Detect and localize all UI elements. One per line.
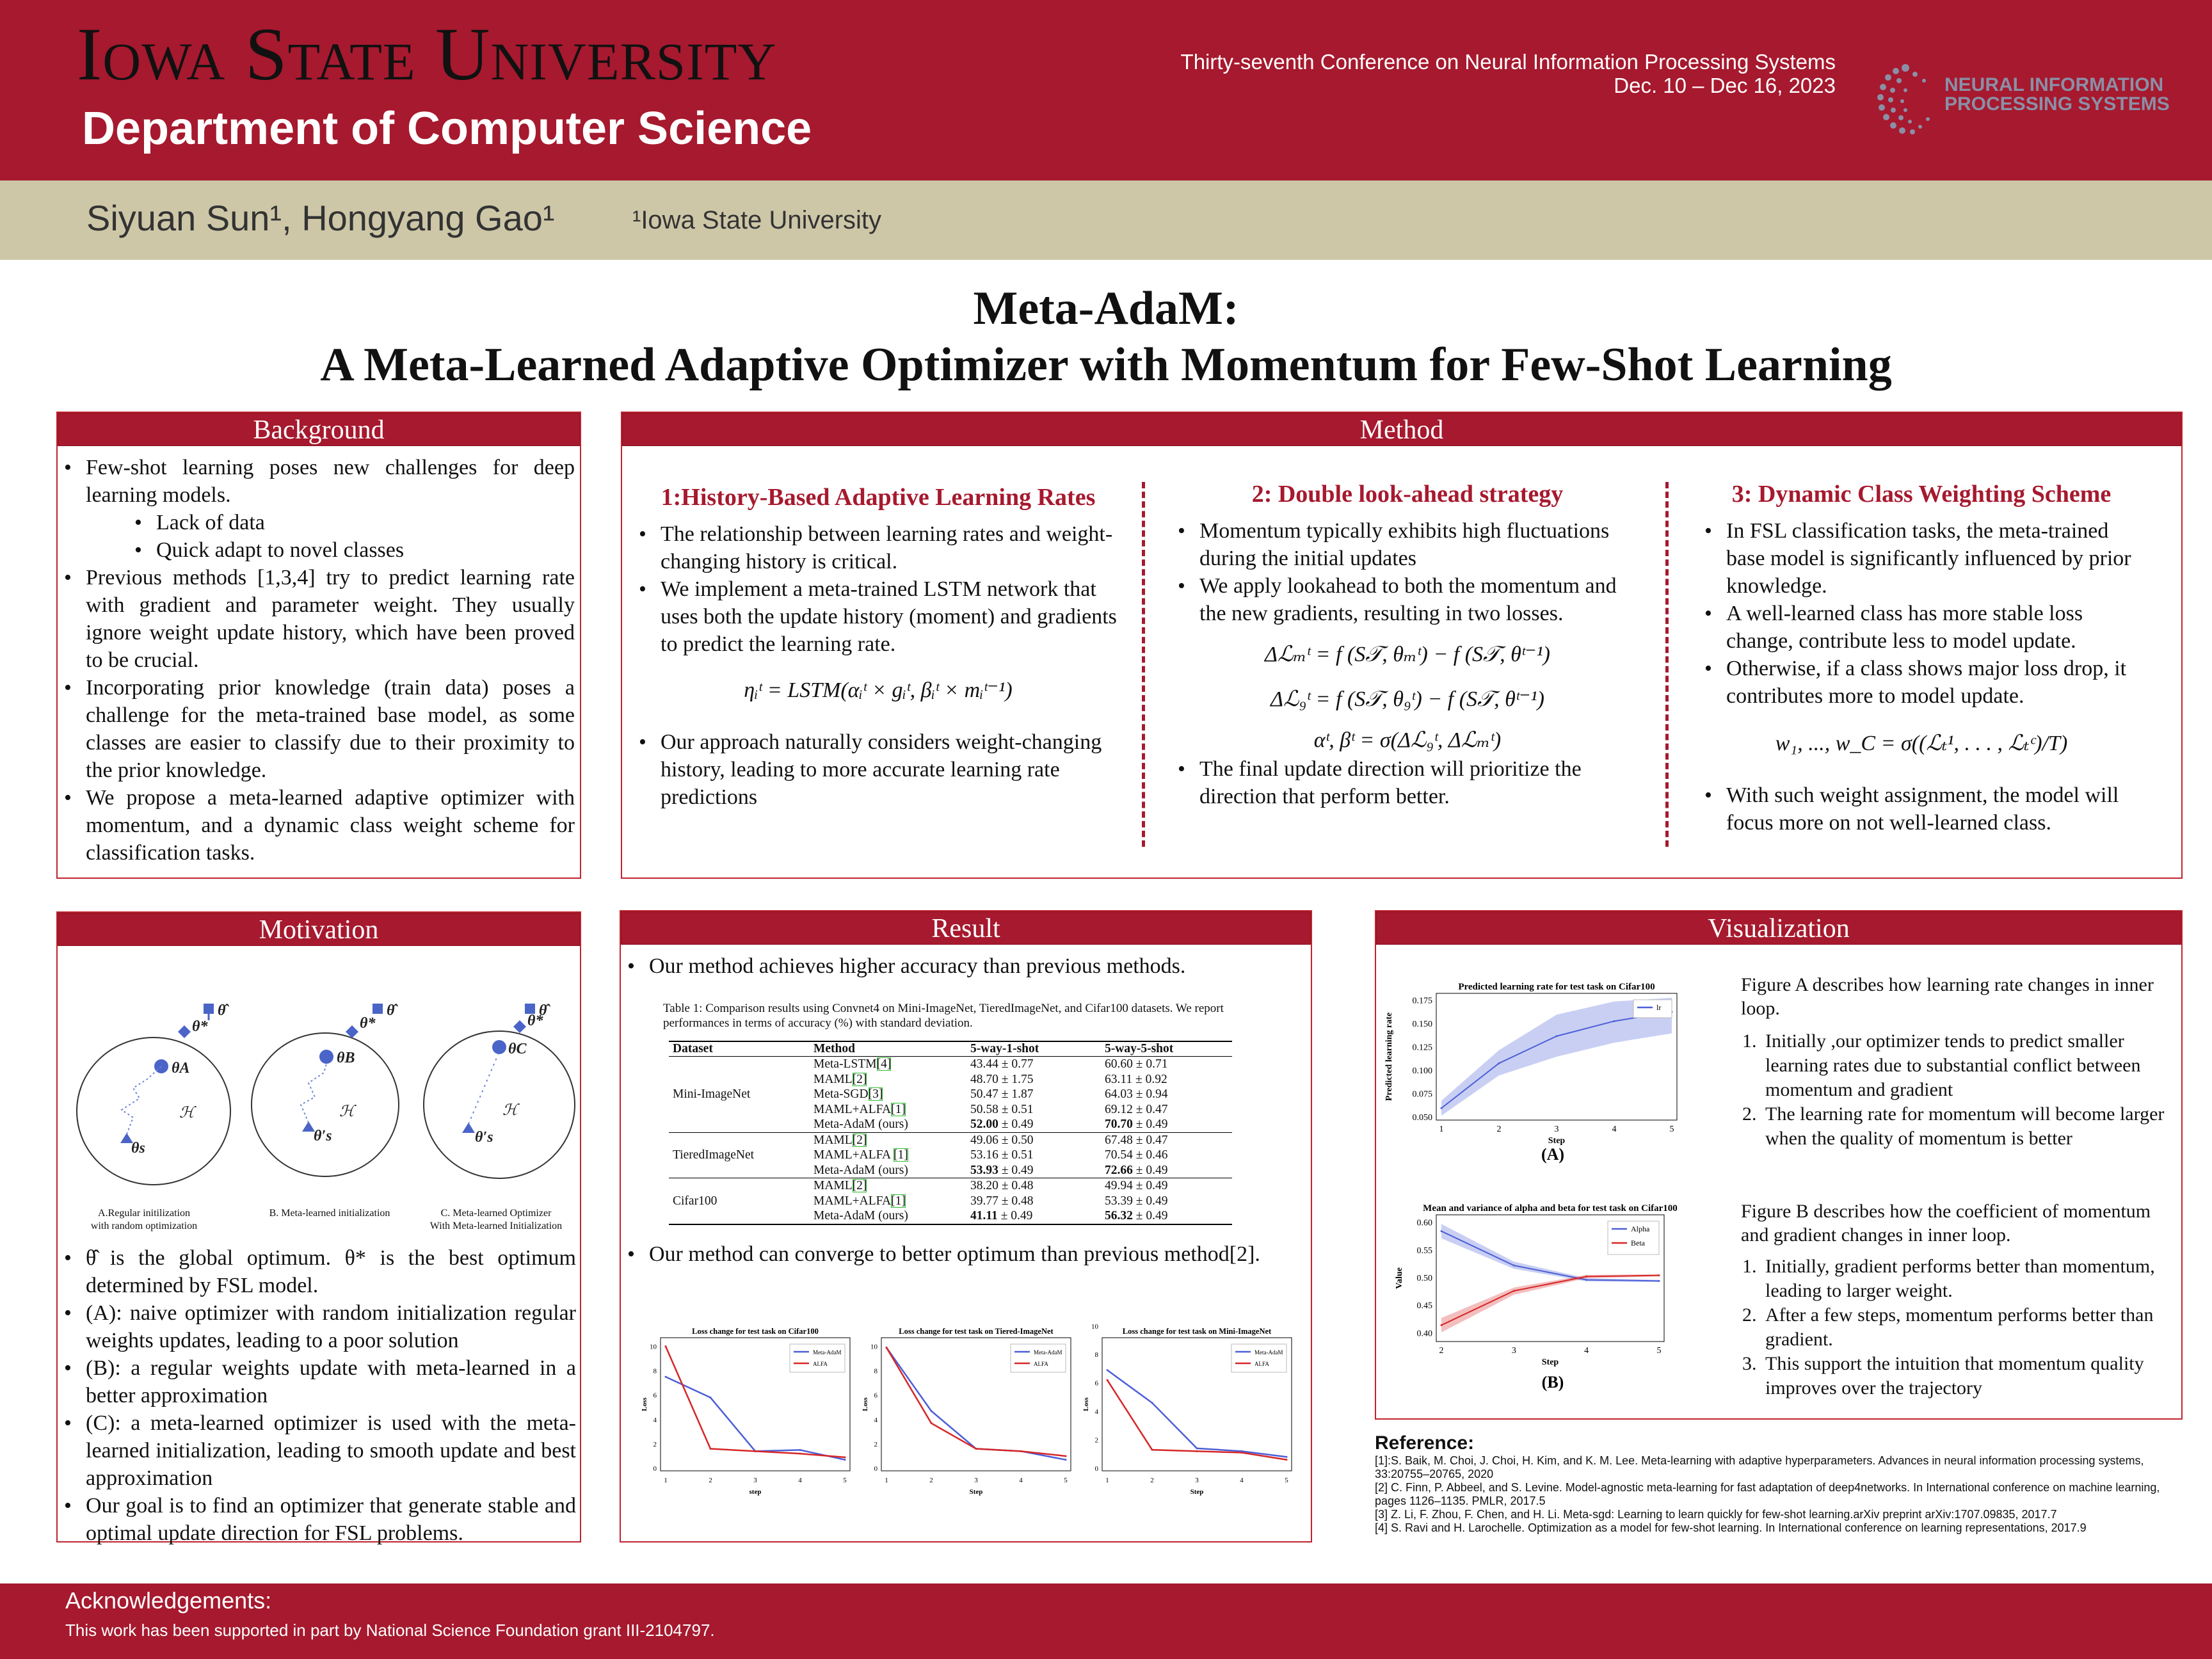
table-header: 5-way-5-shot xyxy=(1101,1041,1232,1057)
legend-label: Alpha xyxy=(1631,1224,1650,1233)
y-tick-label: 0.100 xyxy=(1412,1066,1432,1076)
motivation-panel xyxy=(56,911,581,1543)
data-point xyxy=(1498,1062,1500,1064)
y-tick-label: 0.150 xyxy=(1412,1019,1432,1029)
poster-title-line1: Meta-AdaM: xyxy=(973,282,1239,335)
neurips-logo-line1: NEURAL INFORMATION xyxy=(1944,74,2164,95)
table-cell-value: 56.32 ± 0.49 xyxy=(1105,1209,1168,1222)
x-tick-label: 4 xyxy=(1019,1477,1023,1484)
table-cell-dataset: Cifar100 xyxy=(673,1194,717,1208)
data-point xyxy=(1556,1035,1558,1037)
citation-link[interactable]: [2] xyxy=(852,1072,867,1086)
figB-item-text: Initially, gradient performs better than momentum, leading to larger weight. xyxy=(1765,1256,2155,1301)
x-tick-label: 1 xyxy=(885,1477,888,1484)
data-point xyxy=(1196,1447,1198,1449)
label-global-opt: θ̂ xyxy=(539,1002,547,1019)
data-point xyxy=(1196,1450,1198,1452)
label-global-opt: θ̂ xyxy=(218,1002,226,1019)
table-row xyxy=(669,1178,1232,1194)
data-point xyxy=(755,1450,757,1452)
data-point xyxy=(844,1459,846,1461)
data-point xyxy=(1658,1280,1660,1282)
author-names: Siyuan Sun¹, Hongyang Gao¹ xyxy=(86,198,555,238)
method-col3-item: • With such weight assignment, the model will focus more on not well-learned class. xyxy=(1701,781,2142,837)
data-point xyxy=(886,1347,888,1349)
x-axis-label: Step xyxy=(969,1488,983,1496)
y-tick-label: 0 xyxy=(653,1465,657,1473)
reference-item: [4] S. Ravi and H. Larochelle. Optimization as a model for few-shot learning. In International conference on learning representations, 2017.9 xyxy=(1375,1521,2087,1534)
motivation-diagram xyxy=(58,951,580,1220)
university-name: Iowa State University xyxy=(77,12,777,96)
x-tick-label: 4 xyxy=(1584,1346,1589,1356)
table-cell-method: MAML[2] xyxy=(813,1133,867,1147)
y-tick-label: 0.125 xyxy=(1412,1043,1432,1053)
data-point xyxy=(1065,1459,1067,1461)
x-tick-label: 5 xyxy=(1669,1125,1674,1134)
series-line xyxy=(666,1377,845,1460)
method-col3-title: 3: Dynamic Class Weighting Scheme xyxy=(1731,481,2112,508)
table-cell-value: 63.11 ± 0.92 xyxy=(1105,1072,1167,1086)
x-tick-label: 5 xyxy=(1064,1477,1068,1484)
viz-charts xyxy=(1380,949,1738,1409)
caption-c: C. Meta-learned Optimizer With Meta-learned Initialization xyxy=(429,1208,563,1231)
figure-label-a: (A) xyxy=(1541,1145,1565,1164)
table-cell-value: 60.60 ± 0.71 xyxy=(1105,1057,1168,1071)
y-tick-label: 0.55 xyxy=(1416,1246,1432,1256)
label-a-point: θA xyxy=(172,1060,190,1077)
table-cell-value: 64.03 ± 0.94 xyxy=(1105,1087,1168,1101)
table-cell-method: Meta-AdaM (ours) xyxy=(813,1118,908,1131)
data-point xyxy=(1107,1369,1109,1371)
data-point xyxy=(1286,1459,1288,1461)
neurips-logo-text xyxy=(1944,76,2170,114)
figB-item: 2. After a few steps, momentum performs better than gradient. xyxy=(1742,1304,2154,1350)
y-tick-label: 10 xyxy=(870,1343,878,1351)
table-cell-method: Meta-AdaM (ours) xyxy=(813,1209,908,1222)
legend-label: Meta-AdaM xyxy=(1254,1349,1283,1356)
table-cell-value: 53.16 ± 0.51 xyxy=(970,1148,1034,1162)
method-col1-item: • The relationship between learning rates and weight-changing history is critical. xyxy=(635,520,1121,575)
y-tick-label: 0.075 xyxy=(1412,1089,1432,1100)
legend-label: Meta-AdaM xyxy=(813,1349,842,1356)
data-point xyxy=(710,1448,712,1450)
visualization-panel xyxy=(1375,910,2183,1420)
chart-title: Predicted learning rate for test task on Cifar100 xyxy=(1458,982,1655,992)
table-cell-value: 70.70 ± 0.49 xyxy=(1105,1118,1168,1131)
method-col3-item: • In FSL classification tasks, the meta-trained base model is significantly influenced by prior knowledge. xyxy=(1701,517,2142,600)
y-axis-label: Loss xyxy=(641,1397,648,1411)
reference-item: [2] C. Finn, P. Abbeel, and S. Levine. Model-agnostic meta-learning for fast adaptation of deep4networks. In International conference on machine learning, pages 1126–1135. PMLR, 2017.5 xyxy=(1375,1481,2160,1507)
legend-box xyxy=(790,1344,845,1372)
x-axis-label: Step xyxy=(1541,1358,1559,1367)
ack-text: This work has been supported in part by National Science Foundation grant III-2104797. xyxy=(65,1621,715,1640)
x-tick-label: 3 xyxy=(753,1477,757,1484)
global-optimum-icon xyxy=(373,1004,383,1014)
best-optimum-icon xyxy=(513,1020,526,1033)
table-cell-value: 49.94 ± 0.49 xyxy=(1105,1179,1168,1192)
citation-link[interactable]: [1] xyxy=(891,1102,906,1116)
table-cell-value: 72.66 ± 0.49 xyxy=(1105,1163,1168,1177)
y-axis-label: Predicted learning rate xyxy=(1384,1012,1394,1102)
table-cell-value: 70.54 ± 0.46 xyxy=(1105,1148,1168,1162)
x-tick-label: 4 xyxy=(1612,1125,1617,1134)
x-tick-label: 5 xyxy=(843,1477,847,1484)
x-tick-label: 2 xyxy=(709,1477,712,1484)
table-cell-value: 52.00 ± 0.49 xyxy=(970,1118,1034,1131)
legend-label: Meta-AdaM xyxy=(1034,1349,1062,1356)
x-tick-label: 3 xyxy=(1195,1477,1199,1484)
y-tick-label: 0 xyxy=(874,1465,878,1473)
caption-a: A.Regular initilization with random optimization xyxy=(90,1208,198,1231)
table-cell-value: 53.39 ± 0.49 xyxy=(1105,1194,1168,1208)
background-item: • Few-shot learning poses new challenges for deep learning models. xyxy=(60,454,575,509)
motivation-item: • (C): a meta-learned optimizer is used with the meta-learned initialization, leading to smooth update and best approximation xyxy=(60,1409,576,1492)
label-start-c: θ′s xyxy=(475,1129,493,1146)
y-tick-label: 4 xyxy=(653,1416,657,1424)
motivation-heading: Motivation xyxy=(58,913,580,946)
label-b-point: θB xyxy=(337,1050,355,1066)
visualization-heading: Visualization xyxy=(1376,911,2181,945)
legend-label: ALFA xyxy=(1034,1361,1048,1367)
label-c-point: θC xyxy=(508,1041,527,1057)
y-axis-label: Loss xyxy=(862,1397,869,1411)
table-cell-value: 67.48 ± 0.47 xyxy=(1105,1133,1168,1147)
label-best-opt: θ* xyxy=(527,1013,543,1029)
x-tick-label: 4 xyxy=(798,1477,802,1484)
table-header: Dataset xyxy=(669,1041,810,1057)
reference-section xyxy=(1375,1432,2181,1535)
data-point xyxy=(1585,1276,1587,1278)
method-col1-equation: ηᵢᵗ = LSTM(αᵢᵗ × gᵢᵗ, βᵢᵗ × mᵢᵗ⁻¹) xyxy=(744,678,1013,702)
table-row xyxy=(669,1057,1232,1072)
x-tick-label: 3 xyxy=(1511,1346,1516,1356)
acknowledgements-band xyxy=(0,1583,2212,1659)
background-panel xyxy=(56,412,581,879)
x-tick-label: 4 xyxy=(1240,1477,1244,1484)
results-table xyxy=(669,1041,1232,1225)
table-cell-dataset: Mini-ImageNet xyxy=(673,1087,751,1101)
data-point xyxy=(975,1448,977,1450)
motivation-item: • (B): a regular weights update with meta-learned in a better approximation xyxy=(60,1354,576,1409)
legend-label: Beta xyxy=(1631,1238,1645,1247)
y-tick-label: 8 xyxy=(1094,1351,1098,1359)
table-cell-value: 48.70 ± 1.75 xyxy=(970,1072,1034,1086)
background-subitem: • Lack of data xyxy=(131,509,575,536)
x-axis-label: Step xyxy=(1190,1488,1204,1496)
y-axis-label: Value xyxy=(1395,1267,1404,1289)
method-col2-eq1: Δℒₘᵗ = f (S𝒯, θₘᵗ) − f (S𝒯, θᵗ⁻¹) xyxy=(1265,643,1550,666)
table-cell-method: Meta-SGD[3] xyxy=(813,1087,883,1101)
data-point xyxy=(1658,1274,1660,1276)
method-col2-item: • Momentum typically exhibits high fluctuations during the initial updates xyxy=(1174,517,1641,572)
figB-item: 1. Initially, gradient performs better than momentum, leading to larger weight. xyxy=(1742,1256,2155,1301)
table-cell-value: 50.58 ± 0.51 xyxy=(970,1102,1034,1116)
reference-item: [1]:S. Baik, M. Choi, J. Choi, H. Kim, and K. M. Lee. Meta-learning with adaptive hyperparameters. Advances in neural information processing systems, 33:20755–20765, 2020 xyxy=(1375,1454,2144,1480)
table-caption: Table 1: Comparison results using Convnet4 on Mini-ImageNet, TieredImageNet, and Cifar100 datasets. We report performances in terms of accuracy (%) with standard deviation. xyxy=(663,1002,1224,1030)
legend-box xyxy=(1011,1344,1066,1372)
method-col2-eq2: Δℒ₉ᵗ = f (S𝒯, θ₉ᵗ) − f (S𝒯, θᵗ⁻¹) xyxy=(1270,687,1544,711)
background-subitem: • Quick adapt to novel classes xyxy=(131,536,575,564)
data-point xyxy=(1441,1324,1443,1326)
label-space-b: ℋ xyxy=(339,1103,355,1120)
citation-link[interactable]: [3] xyxy=(868,1087,883,1101)
y-tick-label: 6 xyxy=(1094,1379,1098,1388)
data-point xyxy=(799,1453,801,1455)
table-cell-value: 41.11 ± 0.49 xyxy=(970,1209,1033,1222)
data-point xyxy=(710,1397,712,1399)
reference-item: [3] Z. Li, F. Zhou, F. Chen, and H. Li. Meta-sgd: Learning to learn quickly for few-shot learning.arXiv preprint arXiv:1707.09835, 2017.7 xyxy=(1375,1508,2057,1521)
table-cell-method: MAML+ALFA [1] xyxy=(813,1148,908,1162)
label-space-c: ℋ xyxy=(502,1102,518,1119)
x-tick-label: 2 xyxy=(1150,1477,1154,1484)
citation-link[interactable]: [4] xyxy=(876,1057,892,1071)
label-global-opt: θ̂ xyxy=(387,1002,395,1019)
data-point xyxy=(1151,1402,1153,1404)
y-tick-label: 6 xyxy=(874,1391,878,1400)
data-point xyxy=(1065,1455,1067,1457)
y-tick-label: 10 xyxy=(1091,1322,1098,1331)
table-header: 5-way-1-shot xyxy=(966,1041,1101,1057)
y-axis-label: Loss xyxy=(1082,1397,1090,1411)
chart-title: Loss change for test task on Cifar100 xyxy=(692,1327,819,1336)
figB-item: 3. This support the intuition that momentum quality improves over the trajectory xyxy=(1742,1353,2144,1399)
chart-title: Mean and variance of alpha and beta for test task on Cifar100 xyxy=(1423,1203,1678,1214)
result-panel xyxy=(620,910,1312,1543)
method-heading: Method xyxy=(622,413,2181,446)
method-divider xyxy=(1142,482,1145,847)
data-point xyxy=(1020,1450,1022,1452)
neurips-logo-icon xyxy=(1870,55,1941,151)
label-space-a: ℋ xyxy=(179,1105,195,1121)
start-c-icon xyxy=(462,1123,475,1133)
x-tick-label: 1 xyxy=(1439,1125,1444,1134)
y-tick-label: 0.60 xyxy=(1416,1218,1432,1228)
result-bullet2: • Our method can converge to better optimum than previous method[2]. xyxy=(623,1240,1308,1268)
table-cell-method: MAML+ALFA[1] xyxy=(813,1102,906,1116)
table-cell-value: 53.93 ± 0.49 xyxy=(970,1163,1034,1177)
series-band xyxy=(1441,1274,1659,1333)
data-point xyxy=(931,1410,933,1412)
data-point xyxy=(1441,1107,1443,1109)
data-point xyxy=(1107,1379,1109,1381)
y-tick-label: 0.50 xyxy=(1416,1274,1432,1283)
x-axis-label: Step xyxy=(1548,1136,1566,1146)
method-col2-item: • The final update direction will prioritize the direction that perform better. xyxy=(1174,755,1641,810)
table-cell-method: MAML+ALFA[1] xyxy=(813,1194,906,1208)
method-col3-item: • A well-learned class has more stable loss change, contribute less to model update. xyxy=(1701,600,2142,655)
motivation-item: • θ̂ is the global optimum. θ* is the best optimum determined by FSL model. xyxy=(60,1244,576,1299)
x-axis-label: step xyxy=(749,1488,762,1496)
point-b-icon xyxy=(319,1050,333,1064)
method-col1-title: 1:History-Based Adaptive Learning Rates xyxy=(661,484,1096,511)
data-point xyxy=(1441,1230,1443,1232)
figB-title: Figure B describes how the coefficient of momentum and gradient changes in inner loop. xyxy=(1741,1201,2151,1246)
table-cell-method: MAML[2] xyxy=(813,1072,867,1086)
conference-dates: Dec. 10 – Dec 16, 2023 xyxy=(1614,74,1836,97)
figA-title: Figure A describes how learning rate changes in inner loop. xyxy=(1741,974,2154,1019)
legend-label: ALFA xyxy=(1254,1361,1269,1367)
data-point xyxy=(1286,1456,1288,1458)
legend-box xyxy=(1633,1000,1672,1018)
y-tick-label: 2 xyxy=(1094,1436,1098,1445)
series-line xyxy=(1107,1370,1286,1457)
data-point xyxy=(1241,1452,1243,1454)
background-item: • Incorporating prior knowledge (train data) poses a challenge for the meta-trained base model, as some classes are easier to classify due to their proximity to the prior knowledge. xyxy=(60,674,575,784)
method-col3-equation: w₁, ..., w_C = σ((ℒₜ¹, . . . , ℒₜᶜ)/T) xyxy=(1775,732,2068,755)
citation-link[interactable]: [2] xyxy=(852,1133,867,1147)
data-point xyxy=(1513,1265,1515,1267)
legend-box xyxy=(1231,1344,1286,1372)
result-bullet1: • Our method achieves higher accuracy than previous methods. xyxy=(623,952,1308,980)
method-col1-item: • Our approach naturally considers weight-changing history, leading to more accurate learning rate predictions xyxy=(635,728,1121,811)
citation-link[interactable]: [1] xyxy=(891,1194,906,1208)
method-col3 xyxy=(1701,480,2142,837)
start-b-icon xyxy=(302,1121,315,1132)
label-best-opt: θ* xyxy=(192,1018,208,1035)
table-cell-value: 50.47 ± 1.87 xyxy=(970,1087,1034,1101)
neurips-logo-line2: PROCESSING SYSTEMS xyxy=(1944,93,2170,115)
x-tick-label: 2 xyxy=(1496,1125,1502,1134)
label-best-opt: θ* xyxy=(360,1015,376,1032)
x-tick-label: 5 xyxy=(1656,1346,1662,1356)
author-affiliation: ¹Iowa State University xyxy=(632,206,882,234)
caption-b: B. Meta-learned initialization xyxy=(269,1208,390,1219)
y-tick-label: 6 xyxy=(653,1391,657,1400)
y-tick-label: 2 xyxy=(653,1440,657,1448)
data-point xyxy=(844,1456,846,1458)
legend-label: ALFA xyxy=(813,1361,828,1367)
data-point xyxy=(1614,1020,1615,1022)
table-cell-dataset: TieredImageNet xyxy=(673,1148,755,1162)
method-panel xyxy=(621,412,2183,879)
chart-title: Loss change for test task on Mini-ImageNet xyxy=(1122,1327,1272,1336)
data-point xyxy=(799,1449,801,1451)
data-point xyxy=(1513,1290,1515,1292)
background-heading: Background xyxy=(58,413,580,446)
label-start-b: θ′s xyxy=(314,1128,332,1144)
method-col3-item: • Otherwise, if a class shows major loss drop, it contributes more to model update. xyxy=(1701,655,2142,710)
motivation-item: • Our goal is to find an optimizer that generate stable and optimal update direction for FSL problems. xyxy=(60,1492,576,1547)
table-cell-value: 38.20 ± 0.48 xyxy=(970,1179,1034,1192)
conference-name: Thirty-seventh Conference on Neural Information Processing Systems xyxy=(1180,50,1836,74)
method-col2-title: 2: Double look-ahead strategy xyxy=(1251,481,1564,508)
figB-item-text: This support the intuition that momentum quality improves over the trajectory xyxy=(1765,1353,2144,1399)
figA-item-text: The learning rate for momentum will become larger when the quality of momentum is better xyxy=(1765,1103,2165,1149)
department-name: Department of Computer Science xyxy=(82,103,812,154)
reference-heading: Reference: xyxy=(1375,1432,1475,1454)
background-item: • We propose a meta-learned adaptive optimizer with momentum, and a dynamic class weight scheme for classification tasks. xyxy=(60,784,575,867)
table-cell-method: MAML[2] xyxy=(813,1179,867,1192)
y-tick-label: 0 xyxy=(1094,1465,1098,1473)
motivation-item: • (A): naive optimizer with random initialization regular weights updates, leading to a poor solution xyxy=(60,1299,576,1354)
y-tick-label: 8 xyxy=(874,1367,878,1375)
data-point xyxy=(665,1376,667,1378)
data-point xyxy=(1151,1449,1153,1451)
x-tick-label: 2 xyxy=(929,1477,933,1484)
y-tick-label: 4 xyxy=(1094,1408,1098,1416)
table-cell-value: 69.12 ± 0.47 xyxy=(1105,1102,1168,1116)
ack-heading: Acknowledgements: xyxy=(65,1587,272,1614)
figure-label-b: (B) xyxy=(1541,1373,1564,1391)
citation-link[interactable]: [1] xyxy=(893,1148,908,1162)
poster-title-line2: A Meta-Learned Adaptive Optimizer with Momentum for Few-Shot Learning xyxy=(320,339,1892,391)
table-cell-method: Meta-LSTM[4] xyxy=(813,1057,892,1071)
figA-item-text: Initially ,our optimizer tends to predict smaller learning rates due to substantial conflict between momentum and gradient xyxy=(1765,1030,2141,1100)
figB-item-text: After a few steps, momentum performs better than gradient. xyxy=(1765,1304,2154,1350)
x-tick-label: 3 xyxy=(1554,1125,1559,1134)
table-cell-value: 43.44 ± 0.77 xyxy=(970,1057,1034,1071)
method-divider xyxy=(1665,482,1669,847)
y-tick-label: 2 xyxy=(874,1440,878,1448)
label-start-a: θs xyxy=(131,1140,145,1157)
background-item: • Previous methods [1,3,4] try to predict learning rate with gradient and parameter weight. They usually ignore weight update history, which have been proved to be crucial. xyxy=(60,564,575,674)
loss-charts xyxy=(640,1321,1306,1513)
x-tick-label: 1 xyxy=(1105,1477,1109,1484)
method-col1 xyxy=(635,483,1121,811)
table-cell-method: Meta-AdaM (ours) xyxy=(813,1163,908,1177)
y-tick-label: 4 xyxy=(874,1416,878,1424)
method-col2 xyxy=(1174,480,1641,810)
x-tick-label: 5 xyxy=(1285,1477,1288,1484)
y-tick-label: 0.40 xyxy=(1416,1329,1432,1339)
table-cell-value: 49.06 ± 0.50 xyxy=(970,1133,1034,1147)
table-row xyxy=(669,1132,1232,1148)
data-point xyxy=(931,1422,933,1424)
point-a-icon xyxy=(154,1059,168,1073)
data-point xyxy=(1585,1279,1587,1281)
y-tick-label: 8 xyxy=(653,1367,657,1375)
legend-label: lr xyxy=(1656,1003,1662,1012)
figA-item: 1. Initially ,our optimizer tends to predict smaller learning rates due to substantial conflict between momentum and gradient xyxy=(1742,1030,2141,1100)
method-col2-item: • We apply lookahead to both the momentum and the new gradients, resulting in two losses. xyxy=(1174,572,1641,627)
y-tick-label: 0.175 xyxy=(1412,996,1432,1006)
x-tick-label: 1 xyxy=(664,1477,668,1484)
y-tick-label: 0.050 xyxy=(1412,1113,1432,1123)
figA-item: 2. The learning rate for momentum will become larger when the quality of momentum is better xyxy=(1742,1103,2165,1149)
x-tick-label: 2 xyxy=(1439,1346,1444,1356)
best-optimum-icon xyxy=(178,1025,191,1038)
table-cell-value: 39.77 ± 0.48 xyxy=(970,1194,1034,1208)
table-header: Method xyxy=(810,1041,966,1057)
chart-title: Loss change for test task on Tiered-ImageNet xyxy=(899,1327,1054,1336)
result-heading: Result xyxy=(621,911,1311,945)
method-col2-eq3: αᵗ, βᵗ = σ(Δℒ₉ᵗ, Δℒₘᵗ) xyxy=(1313,728,1502,752)
background-subitems xyxy=(60,509,575,564)
y-tick-label: 10 xyxy=(650,1343,657,1351)
data-point xyxy=(665,1345,667,1347)
y-tick-label: 0.45 xyxy=(1416,1301,1432,1311)
citation-link[interactable]: [2] xyxy=(852,1179,867,1192)
x-tick-label: 3 xyxy=(974,1477,978,1484)
method-col1-item: • We implement a meta-trained LSTM network that uses both the update history (moment) and gradients to predict the learning rate. xyxy=(635,575,1121,658)
point-c-icon xyxy=(492,1040,506,1054)
